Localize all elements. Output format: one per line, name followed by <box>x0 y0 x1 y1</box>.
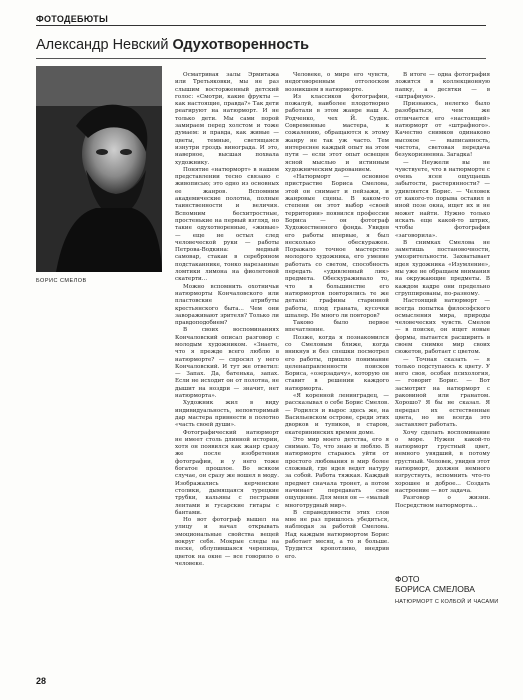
text-column-2 <box>285 72 389 561</box>
paragraph: Таково было первое впечатление. <box>285 320 389 334</box>
paragraph: В своих воспоминаниях Кончаловский описал разговор с молодым художником. «Знаете, что я прежде всего люблю в натюрморте? — спросил у него Кончаловский. И тут же ответил: — Запах. Да, батенька, запах. Если не исходит он от полотна, не дышит на ноздри — значит, нет натюрморта». <box>175 327 279 400</box>
portrait-image <box>36 66 162 272</box>
photo-title: НАТЮРМОРТ С КОЛБОЙ И ЧАСАМИ <box>395 599 499 605</box>
paragraph: — Точная сказать — я только подступаюсь к цвету. У него своя, особая психология, — говорит Борис. — Вот засмотрит на натюрморт с раковиной или гранатом. Хорошо? Я бы не сказал. Я передал их естественные цвета, но не всегда это заставляет работать. <box>395 356 490 429</box>
paragraph: В справедливости этих слов мне не раз пришлось убедиться, наблюдая за работой Смелова. Над каждым натюрмортом Борис работает месяц, а то и больше. Трудится кропотливо, внедрив его. <box>285 509 389 560</box>
article-title: Одухотворенность <box>172 37 310 53</box>
paragraph: В итоге — одна фотография ложится в коллекционную папку, а десятки — в «штрафную». <box>395 72 490 100</box>
paragraph: Это мир моего детства, его я снимаю. То, что знаю и люблю. В натюрморте стараюсь уйти от простого любования в мир более сложный, где идея ведет натуру за собой. Работа тяжкая. Каждый предмет сначала тронет, а потом начинает передавать свое ощущение. Для меня он — «малый многотрудный мир». <box>285 436 389 509</box>
page-number: 28 <box>36 676 47 686</box>
paragraph: Осматривая залы Эрмитажа или Третьяковки, мы не раз слышим восторженный детский голос: «Смотри, какие фрукты — как настоящие, правда?» Так дети реагируют на натюрморт. И не только дети. Мы сами порой замираем перед холстом и тоже думаем: и правда, как живые — цветы, темные, светящаяся изнутри гроздь винограда. И это, наверное, высшая похвала художнику. <box>175 72 279 166</box>
paragraph: Человеке, о мире его чувств, недоговоренным отголоском возникшем в натюрморте. <box>285 72 389 93</box>
credit-name: БОРИСА СМЕЛОВА <box>395 584 475 594</box>
photo-credit <box>395 574 475 594</box>
author-name: Александр Невский <box>36 37 169 53</box>
paragraph: В снимках Смелова не заметишь постановочности, умозрительности. Захватывает идея художника «Изумление», мы уже не обращаем внимания на окружающие предметы. В каждом кадре они предельно сгруппированы, по-разному. <box>395 239 490 297</box>
text-column-1 <box>175 72 279 568</box>
photo-caption: БОРИС СМЕЛОВ <box>36 278 87 284</box>
paragraph: Художник жил в виду индивидуальность, неповторимый дар мастера привнести в полотно «часть своей души». <box>175 400 279 429</box>
paragraph: «Я коренной ленинградец, — рассказывал о себе Борис Смелов. — Родился и вырос здесь же, на Васильевском острове, среди этих дворков и тупиков, в старом, екатерининских времен доме. <box>285 393 389 436</box>
paragraph: Из классиков фотографии, пожалуй, наиболее плодотворно работали в этом жанре наш А. Родченко, чех Й. Судек. Современные мастера, к сожалению, обращаются к этому жанру не так уж часто. Тем интереснее каждый опыт на этом пути — если этот опыт освещен ясной мыслью и истинным художническим дарованием. <box>285 93 389 173</box>
portrait-photo <box>36 66 162 272</box>
credit-label: ФОТО <box>395 574 420 584</box>
paragraph: Позже, когда я познакомился со Смеловым ближе, когда вникнув и без спешки посмотрел его работы, пришло понимание целенаправленности поисков Бориса, «озерзадачу», которую он ставит в решении каждого натюрморта. <box>285 334 389 392</box>
text-column-3 <box>395 72 490 510</box>
article-headline <box>36 37 309 53</box>
paragraph: — Неужели вы не чувствуете, что в натюрморте с очень ясен ощущаешь забытости, растерянности? — удивляется Борис. — Человек от какого-то порыва оставил в иной позе окна, ищет их и не может найти. Нужно только искать еще какой-то штрих, чтобы фотография «заговорила». <box>395 159 490 239</box>
paragraph: Разговор о жизни. Посредством натюрморта... <box>395 495 490 509</box>
paragraph: Но вот фотограф вышел на улицу и начал открывать эмоциональные свойства вещей вокруг себя. Мокрые следы на песке, облупившаяся черепица, цветок на окне — все говорило о человеке. <box>175 517 279 567</box>
section-rubric: ФОТОДЕБЮТЫ <box>36 14 109 24</box>
headline-rule <box>36 58 486 59</box>
paragraph: Настоящий натюрморт — всегда попытка философского осмысления мира, природы человеческих чувств. Смелов — в поиске, он ищет новые формы, пытается расширить в своем снимке мир своих сюжетов, работает с цветом. <box>395 298 490 356</box>
top-rule <box>36 25 486 26</box>
paragraph: Хочу сделать воспоминание о море. Нужен какой-то натюрморт грустный цвет, немного увядший, в потому грустный. Человек, увидев этот натюрморт, должен немного взгрустнуть, вспомнить что-то хорошее и доброе... Создать настроение — вот задача. <box>395 429 490 494</box>
paragraph: Признаюсь, нелегко было разобраться, чем же отличается его «настоящий» натюрморт от «штрафного». Качество снимков одинаково высокое — выписанность, чистота, световая передача безукоризненна. Загадка! <box>395 101 490 159</box>
paragraph: Понятие «натюрморт» в нашем представлении тесно связано с живописью; это одно из основных ее жанров. Вспомним академические полотна, полные таинственности и величия. Вспомним бесхитростные, простенькие на первый взгляд, но такие одухотворенные, «живые» — еще не остыл след человеческой руки — работы Петрова-Водкина: медный самовар, стакан в серебряном подстаканнике, тонко нарезанные ломтики лимона на фиолетовой скатерти... <box>175 166 279 283</box>
paragraph: «Натюрморт — основное пристрастие Бориса Смелова, этой он снимает и пейзажи, и жанровые сцены. В каком-то степени он этот выбор «своей территории» появился профессии Бориса — он фотограф Художественного фонда. Увидев его работы впервые, я был несколько обескуражен. Поражало точное мастерство молодого художника, его умение работать со светом, способность передать «удивленный лик» предмета. Обескураживало то, что в большинстве его натюрмортов повторялись те же детали: графины старинной работы, плод граната, кусочки шпалер. Не много ли повторов? <box>285 174 389 319</box>
paragraph: Можно вспомнить охотничьи натюрморты Кончаловского или пластовские атрибуты крестьянского быта... Чем они завораживают зрителя? Только ли правдоподобием? <box>175 283 279 327</box>
paragraph: Фотографический натюрморт не имеет столь длинной истории, хотя он появился как жанр сразу же после изобретения фотографии, и у него тоже богатое прошлое. Во всяком случае, он сразу же вошел в моду. Изображались керченские столики, дымящаяся турецкие трубки, кальяны с пестрыми лентами и гусарские гитары с бантами. <box>175 429 279 516</box>
